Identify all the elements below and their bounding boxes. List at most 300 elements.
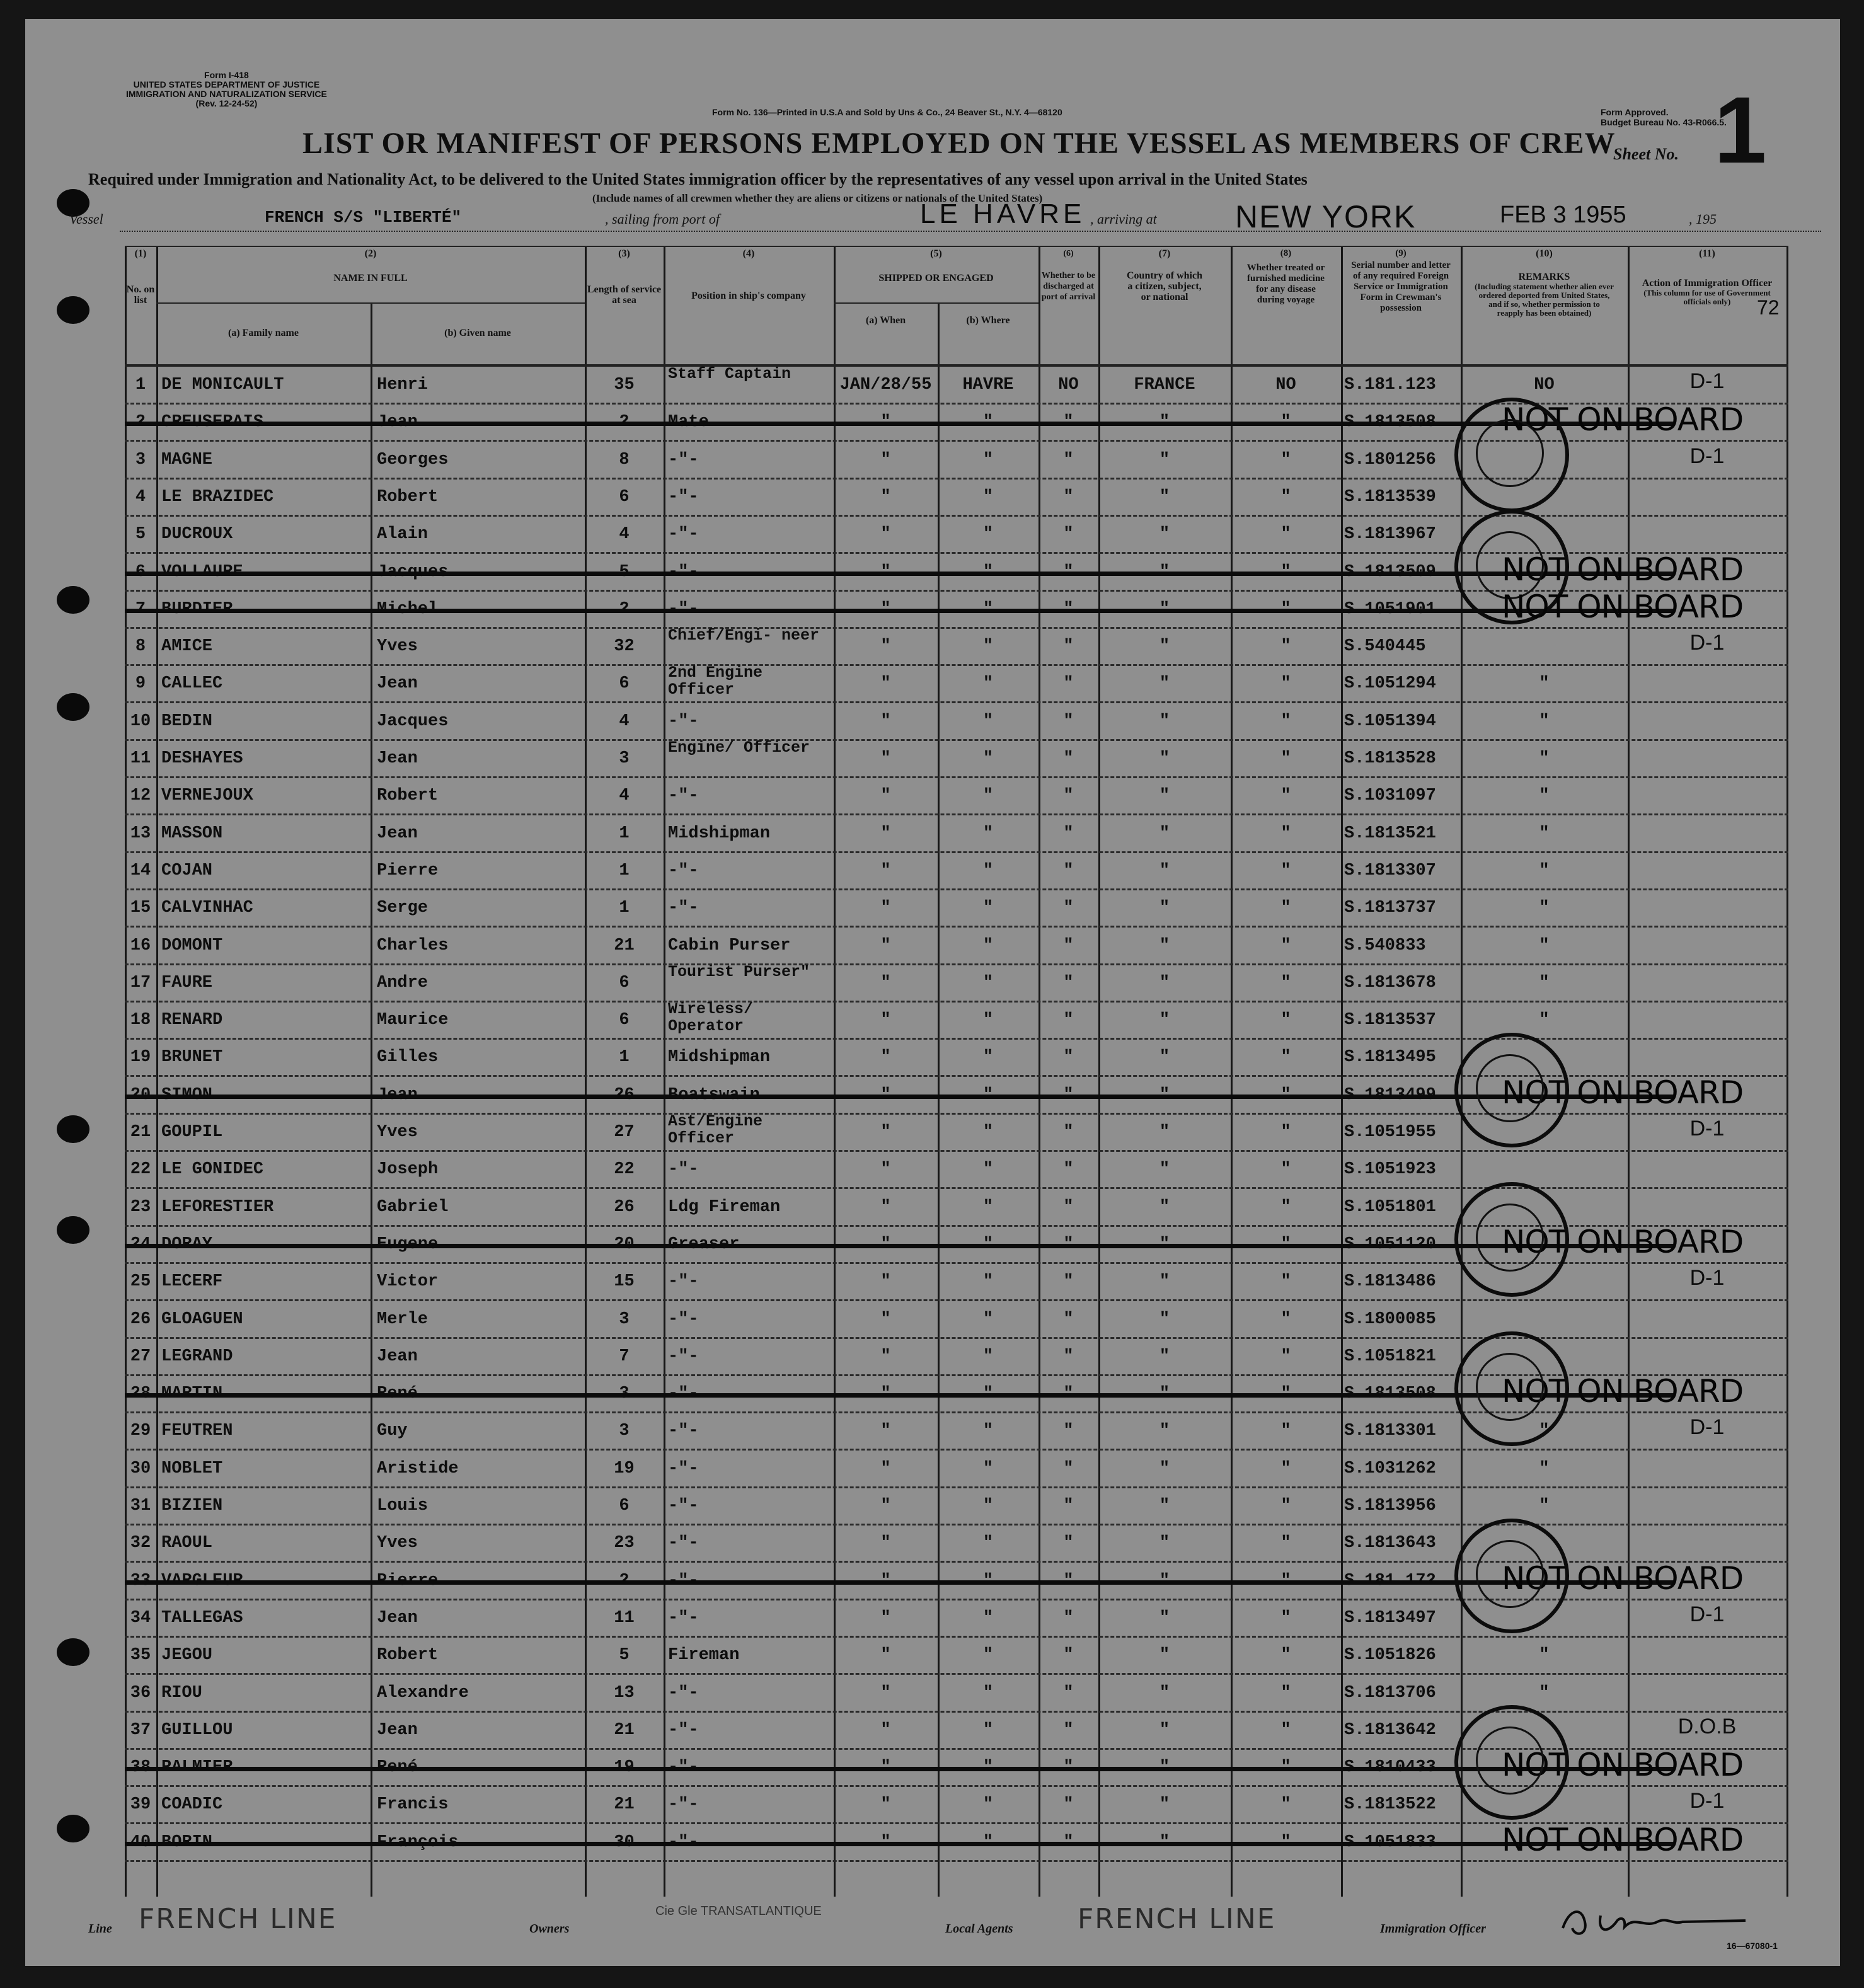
cell-service: 19 xyxy=(614,1459,635,1478)
cell-given: Merle xyxy=(377,1309,429,1329)
cell-family: MASSON xyxy=(161,824,223,843)
cell-serial: S.1051821 xyxy=(1344,1347,1436,1366)
cell-discharge: " xyxy=(1063,1123,1074,1142)
cell-where: " xyxy=(982,1309,994,1329)
cell-remark: " xyxy=(1539,1497,1550,1515)
name-header xyxy=(156,248,585,284)
cell-given: Maurice xyxy=(377,1011,449,1030)
cell-medicine: " xyxy=(1280,1683,1291,1703)
col-header: No. on list xyxy=(126,284,155,306)
cell-family: DESHAYES xyxy=(161,749,243,768)
cell-discharge: " xyxy=(1063,1197,1074,1217)
cell-where: " xyxy=(982,525,994,544)
officer-code: 72 xyxy=(1757,296,1780,319)
cell-when: " xyxy=(880,711,891,731)
cell-family: GLOAGUEN xyxy=(161,1309,243,1329)
cell-family: LE GONIDEC xyxy=(161,1160,264,1180)
cell-given: Gabriel xyxy=(377,1197,449,1217)
cell-position: -"- xyxy=(668,861,699,880)
cell-when: " xyxy=(880,1347,891,1366)
cell-medicine: " xyxy=(1280,973,1291,992)
cell-given: Jean xyxy=(377,1720,418,1740)
cell-discharge: " xyxy=(1063,936,1074,955)
cell-where: " xyxy=(982,1720,994,1740)
cell-when: " xyxy=(880,525,891,544)
cell-where: " xyxy=(982,861,994,880)
cell-when: " xyxy=(880,973,891,992)
cell-when: " xyxy=(880,1720,891,1740)
cell-family: LECERF xyxy=(161,1272,223,1292)
when-header: (a) When xyxy=(865,315,906,326)
strike-through-line xyxy=(125,1767,1675,1771)
cell-n: 34 xyxy=(130,1608,151,1628)
cell-where: " xyxy=(982,674,994,694)
cell-medicine: " xyxy=(1280,1795,1291,1815)
not-on-board-stamp: NOT ON BOARD xyxy=(1502,1560,1744,1597)
cell-medicine: " xyxy=(1280,1347,1291,1366)
family-header: (a) Family name xyxy=(228,328,299,338)
table-row xyxy=(125,367,1788,405)
cell-family: GUILLOU xyxy=(161,1720,233,1740)
cell-when: " xyxy=(880,1422,891,1441)
arrival-date: FEB 3 1955 xyxy=(1500,202,1626,228)
cell-remark: " xyxy=(1539,749,1550,768)
col-num: (9) xyxy=(1395,248,1407,258)
cell-where: " xyxy=(982,1459,994,1478)
vessel-name: FRENCH S/S "LIBERTÉ" xyxy=(265,208,462,227)
cell-country: " xyxy=(1159,786,1170,806)
cell-serial: S.1813956 xyxy=(1344,1497,1436,1515)
punch-hole xyxy=(57,296,89,324)
cell-remark: " xyxy=(1539,936,1550,955)
cell-country: " xyxy=(1159,899,1170,918)
cell-given: Pierre xyxy=(377,861,439,880)
cell-action: D-1 xyxy=(1689,444,1725,468)
cell-when: " xyxy=(880,450,891,469)
footer xyxy=(25,1903,1840,1960)
form-id xyxy=(126,71,327,108)
cell-when: " xyxy=(880,1272,891,1292)
cell-serial: S.1813537 xyxy=(1344,1011,1436,1030)
punch-hole xyxy=(57,586,89,614)
country-header xyxy=(1098,248,1231,302)
cell-position: -"- xyxy=(668,1534,699,1553)
cell-discharge: " xyxy=(1063,487,1074,507)
cell-where: " xyxy=(982,1534,994,1553)
cell-discharge: " xyxy=(1063,1534,1074,1553)
cell-n: 8 xyxy=(135,637,146,657)
cell-country: " xyxy=(1159,1422,1170,1441)
table-row xyxy=(125,1223,1788,1264)
cell-where: " xyxy=(982,973,994,992)
strike-through-line xyxy=(125,422,1675,426)
cell-country: " xyxy=(1159,1534,1170,1553)
cell-n: 21 xyxy=(130,1123,151,1142)
cell-when: " xyxy=(880,487,891,507)
cell-serial: S.540445 xyxy=(1344,637,1426,657)
cell-where: " xyxy=(982,1347,994,1366)
cell-n: 5 xyxy=(135,525,146,544)
cell-when: " xyxy=(880,1608,891,1628)
cell-serial: S.1801256 xyxy=(1344,450,1436,469)
cell-family: BEDIN xyxy=(161,711,213,731)
punch-hole xyxy=(57,1638,89,1666)
cell-service: 8 xyxy=(619,450,630,469)
cell-country: " xyxy=(1159,450,1170,469)
cell-discharge: " xyxy=(1063,973,1074,992)
cell-when: " xyxy=(880,749,891,768)
line-value: FRENCH LINE xyxy=(139,1903,337,1935)
cell-when: " xyxy=(880,637,891,657)
cell-country: " xyxy=(1159,1646,1170,1665)
sheet-label: Sheet No. xyxy=(1613,145,1679,163)
table-row xyxy=(125,628,1788,666)
cell-service: 4 xyxy=(619,786,630,806)
cell-country: " xyxy=(1159,1720,1170,1740)
table-row xyxy=(125,1373,1788,1413)
cell-family: FAURE xyxy=(161,973,213,992)
cell-serial: S.1813497 xyxy=(1344,1608,1436,1628)
cell-action: D-1 xyxy=(1689,631,1725,655)
cell-medicine: " xyxy=(1280,637,1291,657)
cell-when: " xyxy=(880,1160,891,1180)
cell-position: -"- xyxy=(668,1422,699,1441)
agents-label: Local Agents xyxy=(945,1922,1013,1936)
col-header: Whether treated or furnished medicine for any disease during voyage xyxy=(1246,263,1325,305)
cell-position: -"- xyxy=(668,899,699,918)
table-row xyxy=(125,588,1788,629)
cell-given: Andre xyxy=(377,973,429,992)
cell-when: " xyxy=(880,1459,891,1478)
cell-family: LEGRAND xyxy=(161,1347,233,1366)
table-row xyxy=(125,1451,1788,1488)
cell-discharge: " xyxy=(1063,637,1074,657)
cell-discharge: " xyxy=(1063,674,1074,694)
cell-service: 3 xyxy=(619,1309,630,1329)
cell-when: " xyxy=(880,899,891,918)
cell-n: 18 xyxy=(130,1011,151,1030)
cell-remark: " xyxy=(1539,899,1550,918)
cell-medicine: " xyxy=(1280,936,1291,955)
cell-given: Serge xyxy=(377,899,429,918)
cell-when: " xyxy=(880,1497,891,1515)
form-id-line: UNITED STATES DEPARTMENT OF JUSTICE xyxy=(133,79,320,89)
cell-n: 29 xyxy=(130,1422,151,1441)
include-note: (Include names of all crewmen whether they are aliens or citizens or nationals of the United States) xyxy=(592,192,1043,204)
cell-where: " xyxy=(982,749,994,768)
cell-discharge: " xyxy=(1063,1347,1074,1366)
table-row xyxy=(125,1263,1788,1301)
cell-given: Victor xyxy=(377,1272,439,1292)
cell-family: CALVINHAC xyxy=(161,899,253,918)
cell-serial: S.1051826 xyxy=(1344,1646,1436,1665)
cell-n: 36 xyxy=(130,1683,151,1703)
cell-where: " xyxy=(982,936,994,955)
cell-remark: " xyxy=(1539,1459,1550,1478)
cell-country: " xyxy=(1159,1683,1170,1703)
cell-country: " xyxy=(1159,824,1170,843)
not-on-board-stamp: NOT ON BOARD xyxy=(1502,551,1744,588)
cell-position: Midshipman xyxy=(668,824,771,843)
cell-n: 1 xyxy=(135,376,146,394)
cell-position: Cabin Purser xyxy=(668,936,791,955)
cell-medicine: " xyxy=(1280,861,1291,880)
cell-position: -"- xyxy=(668,450,699,469)
cell-where: " xyxy=(982,1646,994,1665)
cell-n: 13 xyxy=(130,824,151,843)
cell-serial: S.1051923 xyxy=(1344,1160,1436,1180)
cell-action: D-1 xyxy=(1689,1415,1725,1440)
cell-medicine: " xyxy=(1280,487,1291,507)
cell-where: " xyxy=(982,637,994,657)
cell-when: " xyxy=(880,1309,891,1329)
cell-service: 6 xyxy=(619,1011,630,1030)
cell-given: Charles xyxy=(377,936,449,955)
cell-country: " xyxy=(1159,1272,1170,1292)
cell-given: Robert xyxy=(377,1646,439,1665)
cell-when: " xyxy=(880,1048,891,1067)
cell-discharge: " xyxy=(1063,1011,1074,1030)
cell-n: 35 xyxy=(130,1646,151,1665)
cell-family: RAOUL xyxy=(161,1534,213,1553)
cell-position: -"- xyxy=(668,1347,699,1366)
cell-n: 30 xyxy=(130,1459,151,1478)
table-row xyxy=(125,442,1788,480)
cell-discharge: " xyxy=(1063,1720,1074,1740)
cell-medicine: " xyxy=(1280,1309,1291,1329)
cell-discharge: " xyxy=(1063,899,1074,918)
cell-position: Ast/Engine Officer xyxy=(668,1112,763,1147)
col-num: (1) xyxy=(134,248,147,259)
cell-where: HAVRE xyxy=(962,376,1014,394)
cell-given: Jean xyxy=(377,1347,418,1366)
table-row xyxy=(125,928,1788,965)
cell-discharge: " xyxy=(1063,1422,1074,1441)
cell-family: DE MONICAULT xyxy=(161,376,284,394)
cell-discharge: " xyxy=(1063,1459,1074,1478)
table-row xyxy=(125,1074,1788,1115)
table-row xyxy=(125,1675,1788,1713)
cell-service: 22 xyxy=(614,1160,635,1180)
cell-when: " xyxy=(880,936,891,955)
col-header: Whether to be discharged at port of arrival xyxy=(1041,271,1096,302)
cell-country: " xyxy=(1159,1608,1170,1628)
cell-medicine: " xyxy=(1280,1459,1291,1478)
cell-serial: S.1813737 xyxy=(1344,899,1436,918)
approval-line: Budget Bureau No. 43-R066.5. xyxy=(1601,117,1727,127)
cell-n: 37 xyxy=(130,1720,151,1740)
cell-n: 31 xyxy=(130,1497,151,1515)
port-from: LE HAVRE xyxy=(920,198,1086,229)
vessel-label: Vessel xyxy=(69,211,103,227)
strike-through-line xyxy=(125,1393,1675,1398)
cell-given: Alexandre xyxy=(377,1683,469,1703)
cell-position: -"- xyxy=(668,1720,699,1740)
cell-medicine: " xyxy=(1280,1011,1291,1030)
not-on-board-stamp: NOT ON BOARD xyxy=(1502,1074,1744,1111)
cell-serial: S.1813486 xyxy=(1344,1272,1436,1292)
table-row xyxy=(125,1600,1788,1638)
cell-where: " xyxy=(982,450,994,469)
cell-service: 6 xyxy=(619,487,630,507)
table-row xyxy=(125,551,1788,592)
cell-where: " xyxy=(982,899,994,918)
cell-country: " xyxy=(1159,487,1170,507)
punch-hole xyxy=(57,1216,89,1244)
cell-serial: S.540833 xyxy=(1344,936,1426,955)
table-row xyxy=(125,1151,1788,1189)
not-on-board-stamp: NOT ON BOARD xyxy=(1502,1373,1744,1410)
cell-where: " xyxy=(982,786,994,806)
cell-service: 3 xyxy=(619,749,630,768)
cell-service: 3 xyxy=(619,1422,630,1441)
cell-serial: S.1813642 xyxy=(1344,1720,1436,1740)
sailing-label: , sailing from port of xyxy=(605,211,720,227)
table-row xyxy=(125,1560,1788,1600)
cell-discharge: " xyxy=(1063,711,1074,731)
table-row xyxy=(125,778,1788,815)
cell-serial: S.1813643 xyxy=(1344,1534,1436,1553)
cell-medicine: " xyxy=(1280,450,1291,469)
table-row xyxy=(125,890,1788,928)
cell-position: -"- xyxy=(668,1497,699,1515)
cell-country: " xyxy=(1159,1197,1170,1217)
cell-given: Georges xyxy=(377,450,449,469)
table-row xyxy=(125,1114,1788,1152)
cell-given: Robert xyxy=(377,487,439,507)
cell-serial: S.1051955 xyxy=(1344,1123,1436,1142)
cell-medicine: NO xyxy=(1275,376,1296,394)
row-divider xyxy=(834,302,1038,304)
cell-discharge: " xyxy=(1063,1160,1074,1180)
sheet-number: 1 xyxy=(1714,77,1767,183)
cell-n: 39 xyxy=(130,1795,151,1815)
cell-position: Ldg Fireman xyxy=(668,1197,781,1217)
cell-country: " xyxy=(1159,525,1170,544)
cell-medicine: " xyxy=(1280,824,1291,843)
cell-position: Midshipman xyxy=(668,1048,771,1067)
cell-service: 35 xyxy=(614,376,635,394)
row-divider xyxy=(125,246,1788,247)
cell-family: BIZIEN xyxy=(161,1497,223,1515)
punch-hole xyxy=(57,1115,89,1143)
cell-n: 17 xyxy=(130,973,151,992)
cell-medicine: " xyxy=(1280,525,1291,544)
cell-given: Yves xyxy=(377,1534,418,1553)
form-id-line: Form I-418 xyxy=(204,70,249,80)
cell-position: -"- xyxy=(668,711,699,731)
cell-when: " xyxy=(880,1646,891,1665)
cell-country: " xyxy=(1159,1497,1170,1515)
cell-where: " xyxy=(982,1048,994,1067)
table-row xyxy=(125,853,1788,890)
cell-medicine: " xyxy=(1280,1608,1291,1628)
cell-action: D.O.B xyxy=(1677,1714,1737,1738)
cell-serial: S.181.123 xyxy=(1344,376,1436,394)
cell-n: 4 xyxy=(135,487,146,507)
table-row xyxy=(125,1637,1788,1675)
cell-serial: S.1051394 xyxy=(1344,711,1436,731)
cell-given: Guy xyxy=(377,1422,408,1441)
col-note: (Including statement whether alien ever ordered deported from United States, and if so, whether permission to reapply has been obtained) xyxy=(1475,282,1614,318)
approval-line: Form Approved. xyxy=(1601,107,1669,117)
cell-given: Jacques xyxy=(377,711,449,731)
printer-note: Form No. 136—Printed in U.S.A and Sold by Uns & Co., 24 Beaver St., N.Y. 4—68120 xyxy=(712,107,1062,117)
medicine-header xyxy=(1231,248,1341,306)
not-on-board-stamp: NOT ON BOARD xyxy=(1502,1747,1744,1784)
cell-medicine: " xyxy=(1280,1497,1291,1515)
form-id-line: (Rev. 12-24-52) xyxy=(195,98,258,108)
cell-service: 1 xyxy=(619,861,630,880)
not-on-board-stamp: NOT ON BOARD xyxy=(1502,401,1744,439)
col-header: Serial number and letter of any required Foreign Service or Immigration Form in Crewman's possession xyxy=(1351,260,1451,313)
cell-discharge: " xyxy=(1063,1683,1074,1703)
table-row xyxy=(125,740,1788,778)
cell-family: MAGNE xyxy=(161,450,213,469)
cell-n: 22 xyxy=(130,1160,151,1180)
cell-medicine: " xyxy=(1280,1422,1291,1441)
cell-medicine: " xyxy=(1280,786,1291,806)
cell-n: 3 xyxy=(135,450,146,469)
position-header xyxy=(664,248,834,301)
cell-discharge: NO xyxy=(1058,376,1079,394)
col-num: (11) xyxy=(1699,248,1715,259)
col-header: SHIPPED OR ENGAGED xyxy=(878,273,994,284)
cell-service: 1 xyxy=(619,824,630,843)
owners-value: Cie Gle TRANSATLANTIQUE xyxy=(655,1904,822,1918)
cell-family: COJAN xyxy=(161,861,213,880)
document-title: LIST OR MANIFEST OF PERSONS EMPLOYED ON THE VESSEL AS MEMBERS OF CREW xyxy=(302,127,1616,160)
cell-where: " xyxy=(982,1197,994,1217)
col-num: (8) xyxy=(1280,248,1292,258)
service-header xyxy=(585,248,664,306)
cell-n: 15 xyxy=(130,899,151,918)
table-row xyxy=(125,1749,1788,1787)
cell-family: JEGOU xyxy=(161,1646,213,1665)
cell-discharge: " xyxy=(1063,1795,1074,1815)
cell-country: " xyxy=(1159,637,1170,657)
cell-family: TALLEGAS xyxy=(161,1608,243,1628)
cell-n: 16 xyxy=(130,936,151,955)
table-row xyxy=(125,815,1788,853)
cell-where: " xyxy=(982,487,994,507)
where-header: (b) Where xyxy=(966,315,1010,326)
table-row xyxy=(125,962,1788,1003)
punch-hole xyxy=(57,1815,89,1842)
form-code: 16—67080-1 xyxy=(1727,1941,1778,1951)
cell-serial: S.1813706 xyxy=(1344,1683,1436,1703)
cell-serial: S.1813539 xyxy=(1344,487,1436,507)
cell-discharge: " xyxy=(1063,525,1074,544)
cell-when: " xyxy=(880,1683,891,1703)
officer-signature xyxy=(1556,1903,1758,1941)
document-subtitle: Required under Immigration and Nationality Act, to be delivered to the United States immigration officer by the representatives of any vessel upon arrival in the United States xyxy=(88,170,1308,188)
officer-label: Immigration Officer xyxy=(1380,1922,1486,1936)
remarks-header xyxy=(1461,248,1628,318)
cell-position: Tourist Purser" xyxy=(668,962,810,981)
strike-through-line xyxy=(125,1580,1675,1585)
strike-through-line xyxy=(125,1244,1675,1248)
given-header: (b) Given name xyxy=(444,328,511,338)
cell-where: " xyxy=(982,1160,994,1180)
arriving-label: , arriving at xyxy=(1090,211,1157,227)
crew-table xyxy=(125,246,1788,1897)
cell-position: Wireless/ Operator xyxy=(668,1000,754,1036)
cell-family: AMICE xyxy=(161,637,213,657)
cell-service: 21 xyxy=(614,1795,635,1815)
cell-discharge: " xyxy=(1063,450,1074,469)
cell-country: " xyxy=(1159,861,1170,880)
